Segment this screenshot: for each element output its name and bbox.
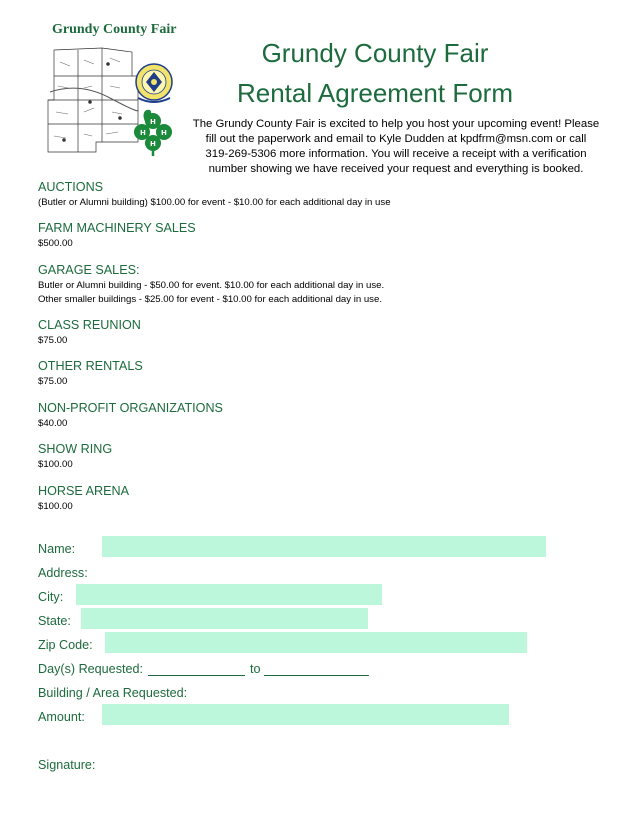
county-map-icon [48,48,138,152]
section-text: $40.00 [38,418,68,429]
svg-text:H: H [150,118,156,126]
ffa-emblem-icon [136,64,172,102]
building-area-label: Building / Area Requested: [38,686,188,700]
section-text: (Butler or Alumni building) $100.00 for event - $10.00 for each additional day in use [38,197,391,208]
zip-code-field[interactable] [105,632,527,653]
intro-line: The Grundy County Fair is excited to help you host your upcoming event! Please [192,118,600,130]
amount-label: Amount: [38,710,85,724]
section-text: $500.00 [38,238,73,249]
section-garage-sales [38,263,598,306]
section-text: $75.00 [38,376,68,387]
section-text: Other smaller buildings - $25.00 for event - $10.00 for each additional day in use. [38,294,382,305]
section-non-profit [38,401,598,430]
name-label: Name: [38,542,76,556]
section-auctions [38,180,598,209]
logo-title: Grundy County Fair [52,22,177,37]
section-heading: SHOW RING [38,442,113,456]
days-row [38,659,374,679]
four-h-clover-icon [134,110,172,156]
page-subtitle: Rental Agreement Form [236,78,513,108]
days-from-field[interactable] [148,661,245,676]
section-heading: HORSE ARENA [38,484,129,498]
section-heading: FARM MACHINERY SALES [38,221,196,235]
name-field[interactable] [102,536,546,557]
section-text: Butler or Alumni building - $50.00 for event. $10.00 for each additional day in use. [38,280,385,291]
days-to-field[interactable] [264,661,369,676]
fair-logo [40,18,180,158]
section-text: $75.00 [38,335,68,346]
zip-row [38,635,530,655]
section-class-reunion [38,318,598,347]
building-row [38,683,288,703]
signature-label: Signature: [38,758,96,772]
amount-row [38,707,512,727]
city-field[interactable] [76,584,382,605]
section-text: $100.00 [38,501,73,512]
intro-line: 319-269-5306 more information. You will receive a receipt with a verification [205,148,587,160]
intro-paragraph [186,117,606,177]
section-heading: CLASS REUNION [38,318,141,332]
logo-graphic [40,42,180,158]
section-other-rentals [38,359,598,388]
svg-text:H: H [161,129,167,137]
intro-line: fill out the paperwork and email to Kyle Dudden at kpdfrm@msn.com or call [205,133,587,145]
section-heading: AUCTIONS [38,180,104,194]
days-to-label: to [250,662,261,676]
section-farm-machinery [38,221,598,250]
address-label: Address: [38,566,88,580]
section-heading: OTHER RENTALS [38,359,143,373]
days-requested-label: Day(s) Requested: [38,662,143,676]
city-row [38,587,384,607]
address-row [38,563,238,583]
intro-line: number showing we have received your request and everything is booked. [208,163,584,175]
svg-text:H: H [140,129,146,137]
zip-code-label: Zip Code: [38,638,93,652]
section-heading: GARAGE SALES: [38,263,140,277]
section-show-ring [38,442,598,471]
state-row [38,611,370,631]
section-heading: NON-PROFIT ORGANIZATIONS [38,401,223,415]
section-horse-arena [38,484,598,513]
signature-row [38,755,238,775]
name-row [38,539,548,559]
state-label: State: [38,614,71,628]
amount-field[interactable] [102,704,509,725]
page-title: Grundy County Fair [261,38,489,68]
state-field[interactable] [81,608,368,629]
city-label: City: [38,590,64,604]
section-text: $100.00 [38,459,73,470]
svg-text:H: H [150,140,156,148]
